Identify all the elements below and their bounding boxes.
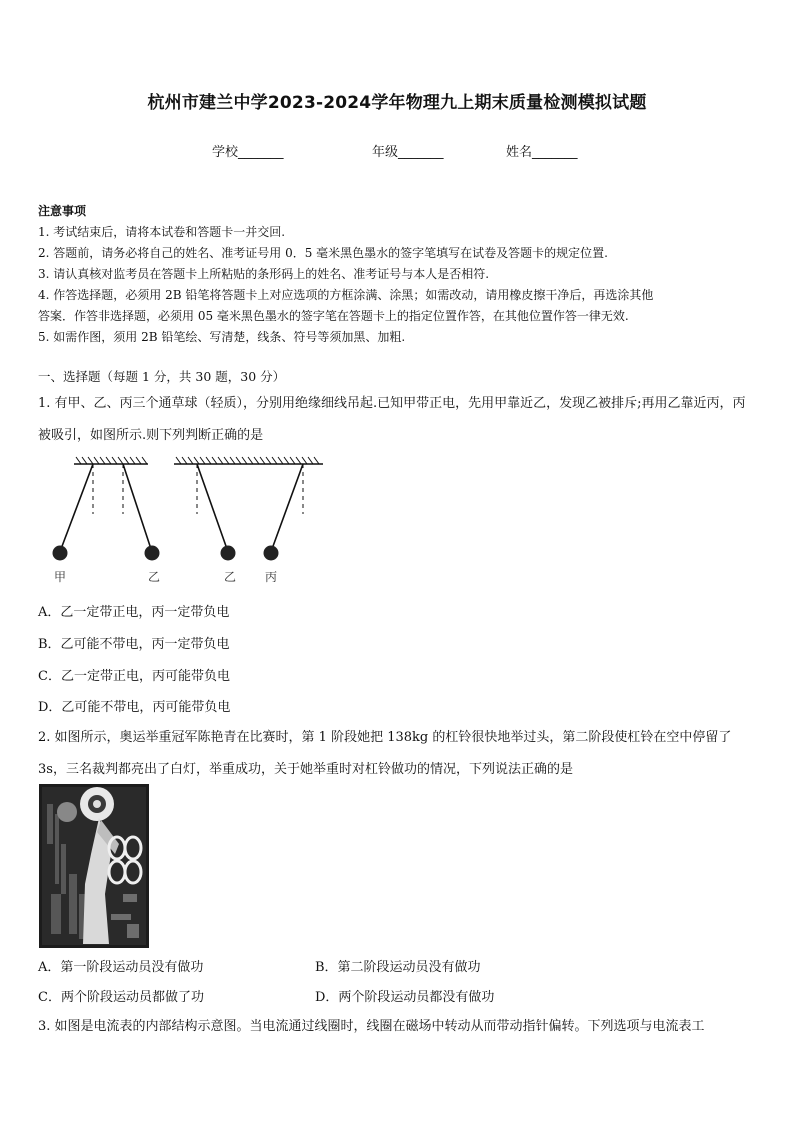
note-item: 2. 答题前，请务必将自己的姓名、准考证号用 0．5 毫米黑色墨水的签字笔填写在试卷及答题卡的规定位置. [38, 246, 608, 260]
note-item: 答案．作答非选择题，必须用 05 毫米黑色墨水的签字笔在答题卡上的指定位置作答，在其他位置作答一律无效. [38, 309, 629, 323]
q1-option-d[interactable]: D．乙可能不带电，丙可能带负电 [38, 700, 231, 715]
q1-option-a[interactable]: A．乙一定带正电，丙一定带负电 [38, 605, 230, 620]
q2-option-d[interactable]: D．两个阶段运动员都没有做功 [315, 990, 495, 1005]
notes-heading: 注意事项 [38, 204, 87, 218]
name-field[interactable]: 姓名_______ [506, 145, 578, 160]
label-bing: 丙 [265, 570, 278, 584]
student-info-row [0, 141, 794, 161]
label-yi-2: 乙 [224, 570, 237, 584]
ball-jia [53, 546, 68, 561]
grade-field[interactable]: 年级_______ [372, 145, 444, 160]
page-title: 杭州市建兰中学2023-2024学年物理九上期末质量检测模拟试题 [147, 93, 647, 113]
label-jia: 甲 [54, 570, 67, 584]
ball-yi [145, 546, 160, 561]
note-item: 5. 如需作图，须用 2B 铅笔绘、写清楚，线条、符号等须加黑、加粗. [38, 330, 406, 344]
label-yi: 乙 [148, 570, 161, 584]
q1-option-c[interactable]: C．乙一定带正电，丙可能带负电 [38, 669, 230, 684]
q2-option-b[interactable]: B．第二阶段运动员没有做功 [315, 960, 481, 975]
ball-bing [264, 546, 279, 561]
ball-yi-2 [221, 546, 236, 561]
question-2-text: 2. 如图所示，奥运举重冠军陈艳青在比赛时，第 1 阶段她把 138kg 的杠铃很快地举过头，第二阶段使杠铃在空中停留了 3s，三名裁判都亮出了白灯，举重成功，关于她举重时对杠铃做功的情况，下列说法正确的是 [38, 730, 732, 777]
school-field[interactable]: 学校_______ [212, 145, 284, 160]
section-heading: 一、选择题（每题 1 分，共 30 题，30 分） [38, 369, 286, 384]
note-item: 1. 考试结束后，请将本试卷和答题卡一并交回. [38, 225, 286, 239]
question-1-text: 1. 有甲、乙、丙三个通草球（轻质），分别用绝缘细线吊起.已知甲带正电，先用甲靠近乙，发现乙被排斥;再用乙靠近丙，丙被吸引，如图所示.则下列判断正确的是 [38, 396, 746, 443]
note-item: 3. 请认真核对监考员在答题卡上所粘贴的条形码上的姓名、准考证号与本人是否相符. [38, 267, 490, 281]
weightlifter-photo [39, 784, 149, 948]
q2-option-a[interactable]: A．第一阶段运动员没有做功 [38, 960, 204, 975]
q1-option-b[interactable]: B．乙可能不带电，丙一定带负电 [38, 637, 230, 652]
q2-option-c[interactable]: C．两个阶段运动员都做了功 [38, 990, 204, 1005]
question-3-text: 3. 如图是电流表的内部结构示意图。当电流通过线圈时，线圈在磁场中转动从而带动指针偏转。下列选项与电流表工 [38, 1019, 705, 1034]
note-item: 4. 作答选择题，必须用 2B 铅笔将答题卡上对应选项的方框涂满、涂黑；如需改动，请用橡皮擦干净后，再选涂其他 [38, 288, 654, 302]
pendulum-figure [40, 452, 340, 590]
